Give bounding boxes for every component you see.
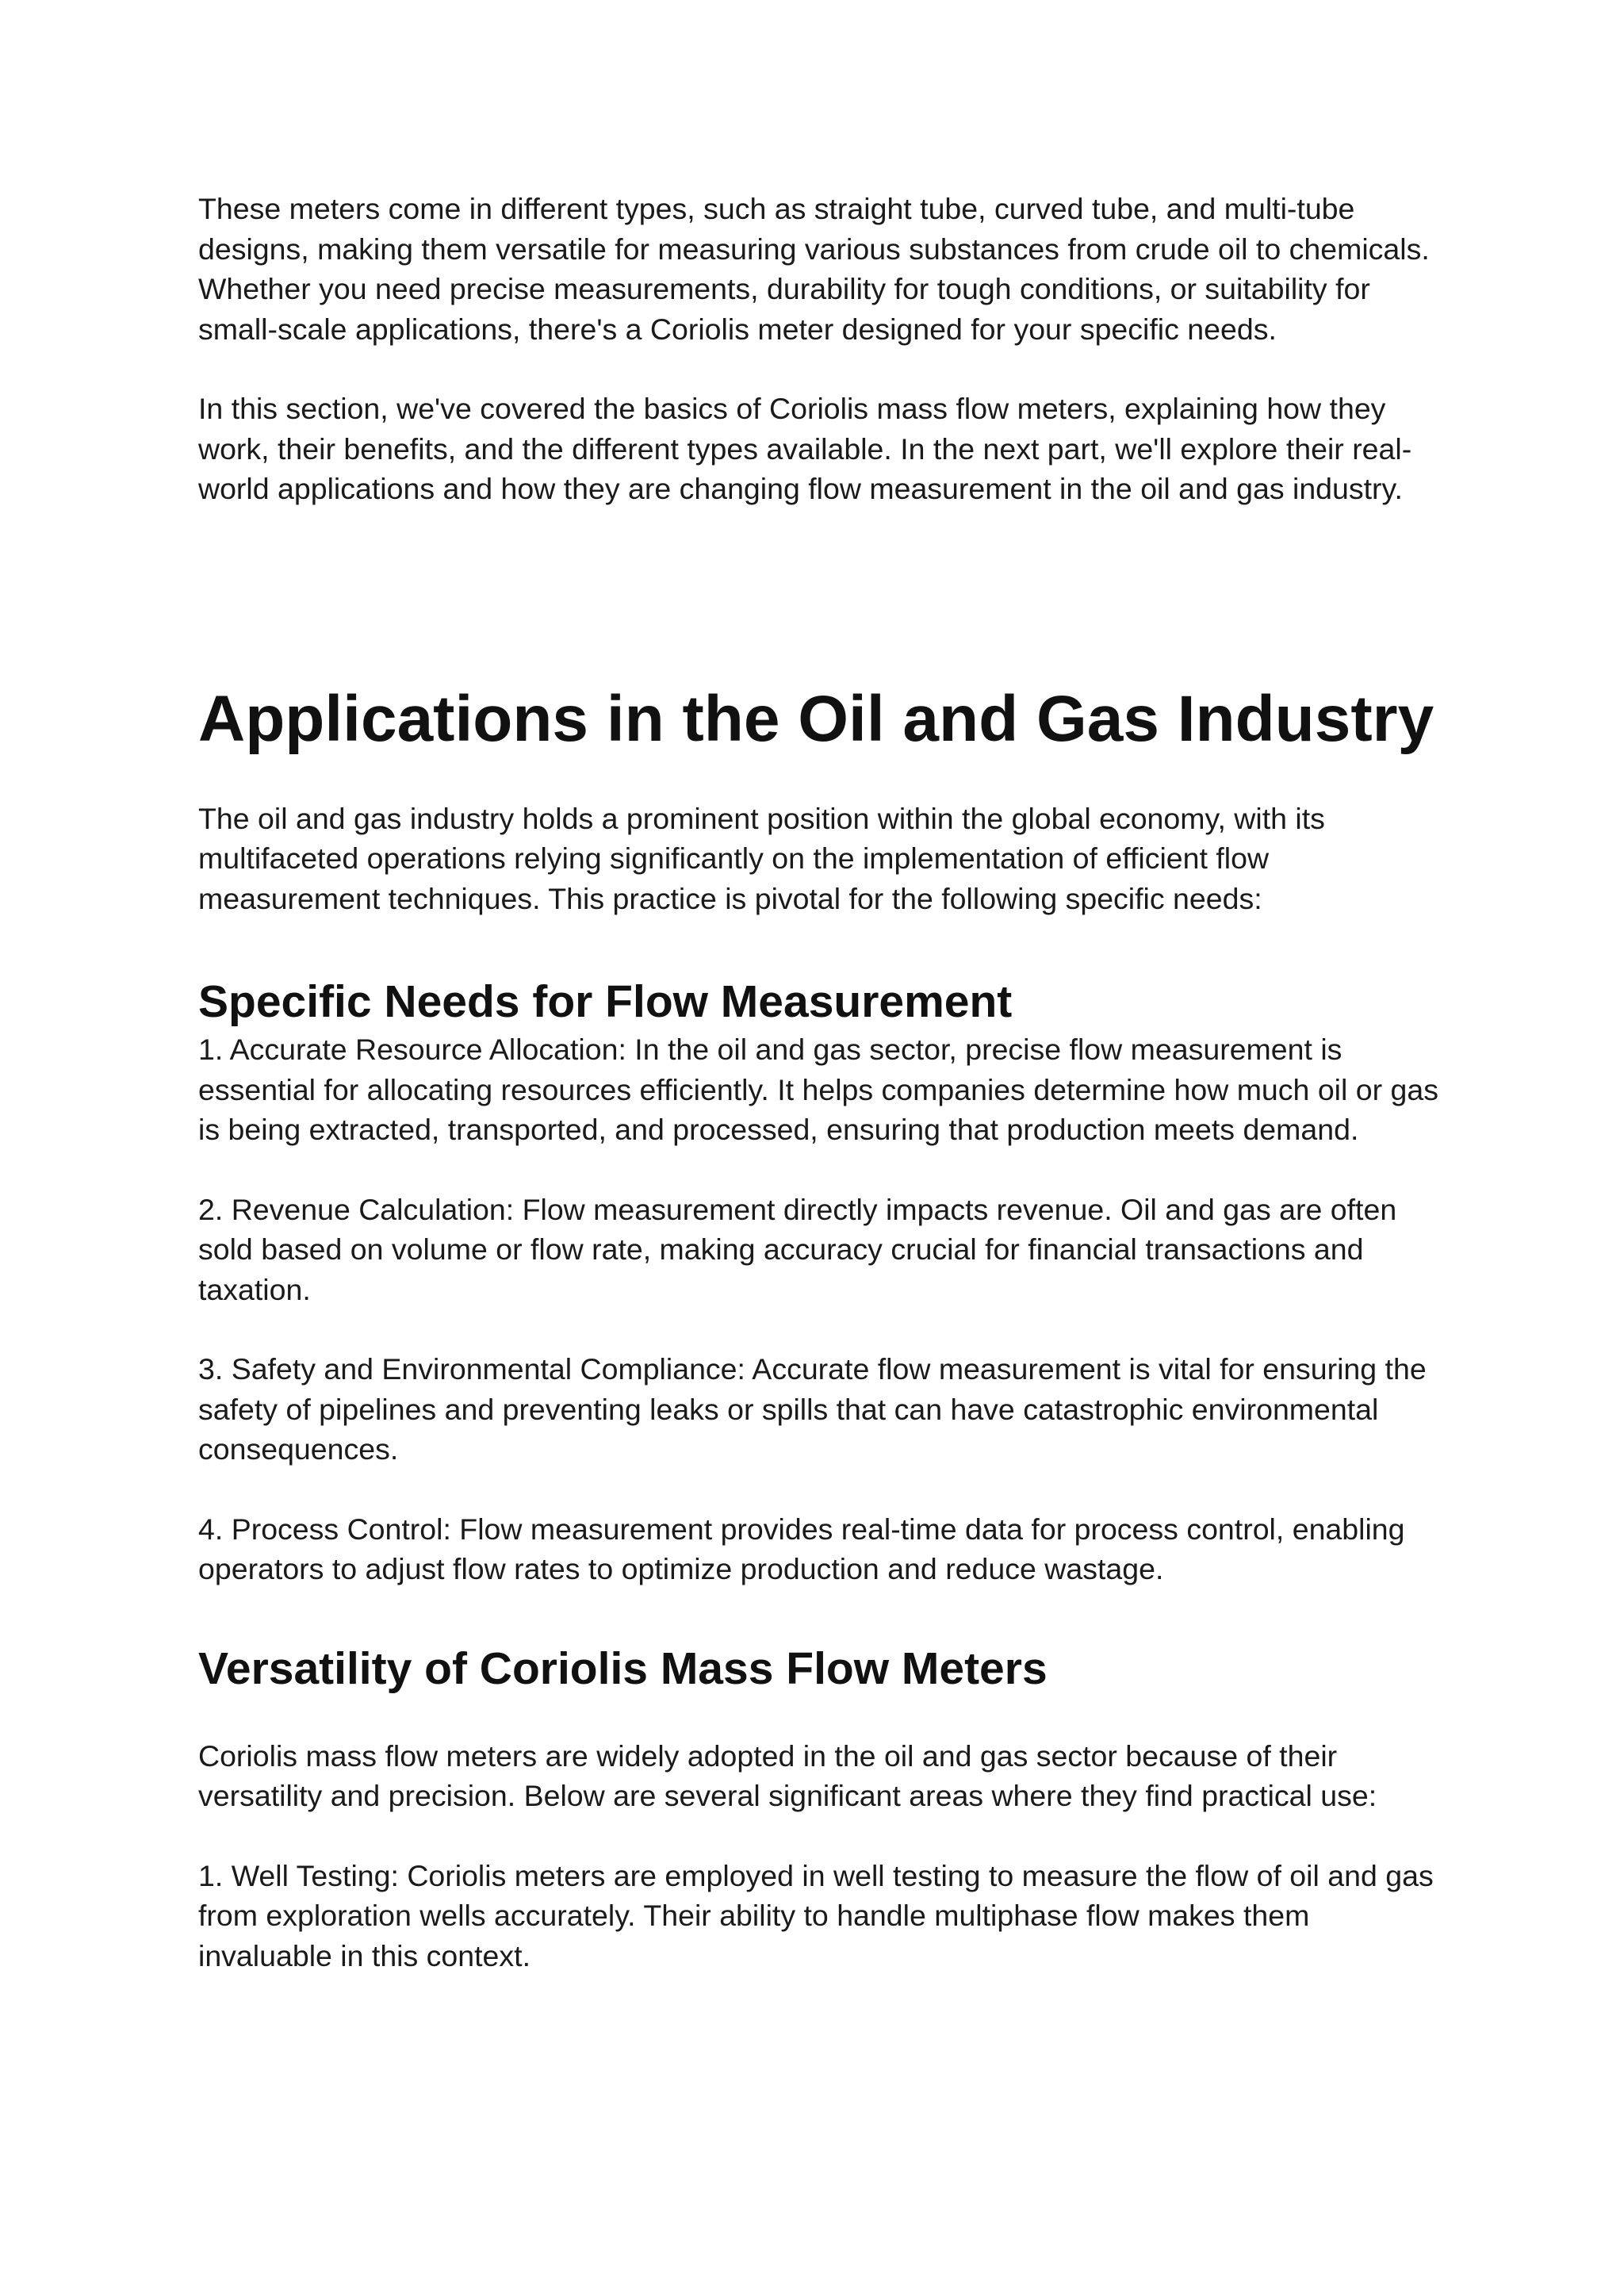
specific-needs-item-4: 4. Process Control: Flow measurement provides real-time data for process control, enabling operators to adjust flow rates to optimize production and reduce wastage. bbox=[198, 1512, 1405, 1585]
specific-needs-item-1: 1. Accurate Resource Allocation: In the oil and gas sector, precise flow measurement is essential for allocating resources efficiently. It helps companies determine how much oil or gas is being extracted, transported, and processed, ensuring that production meets demand. bbox=[198, 1033, 1438, 1146]
document-page bbox=[198, 189, 1451, 1976]
versatility-intro-paragraph: Coriolis mass flow meters are widely adopted in the oil and gas sector because of their versatility and precision. Below are several significant areas where they find practical use: bbox=[198, 1738, 1377, 1812]
versatility-item-1: 1. Well Testing: Coriolis meters are employed in well testing to measure the flow of oil and gas from exploration wells accurately. Their ability to handle multiphase flow makes them invaluable in this context. bbox=[198, 1858, 1434, 1972]
applications-heading: Applications in the Oil and Gas Industry bbox=[198, 682, 1434, 755]
specific-needs-item-2: 2. Revenue Calculation: Flow measurement directly impacts revenue. Oil and gas are often sold based on volume or flow rate, making accuracy crucial for financial transactions and taxation. bbox=[198, 1192, 1397, 1306]
applications-intro-paragraph: The oil and gas industry holds a prominent position within the global economy, with its multifaceted operations relying significantly on the implementation of efficient flow measurement techniques. This practice is pivotal for the following specific needs: bbox=[198, 801, 1325, 915]
versatility-heading: Versatility of Coriolis Mass Flow Meters bbox=[198, 1642, 1048, 1694]
intro-paragraph-2: In this section, we've covered the basics of Coriolis mass flow meters, explaining how they work, their benefits, and the different types available. In the next part, we'll explore their real-world applications and how they are changing flow measurement in the oil and gas industry. bbox=[198, 392, 1412, 505]
specific-needs-item-3: 3. Safety and Environmental Compliance: Accurate flow measurement is vital for ensuring the safety of pipelines and preventing leaks or spills that can have catastrophic environmental consequences. bbox=[198, 1352, 1427, 1466]
specific-needs-heading: Specific Needs for Flow Measurement bbox=[198, 976, 1013, 1027]
intro-paragraph-1: These meters come in different types, such as straight tube, curved tube, and multi-tube designs, making them versatile for measuring various substances from crude oil to chemicals. Whether you need precise measurements, durability for tough conditions, or suitability for small-scale applications, there's a Coriolis meter designed for your specific needs. bbox=[198, 192, 1430, 346]
